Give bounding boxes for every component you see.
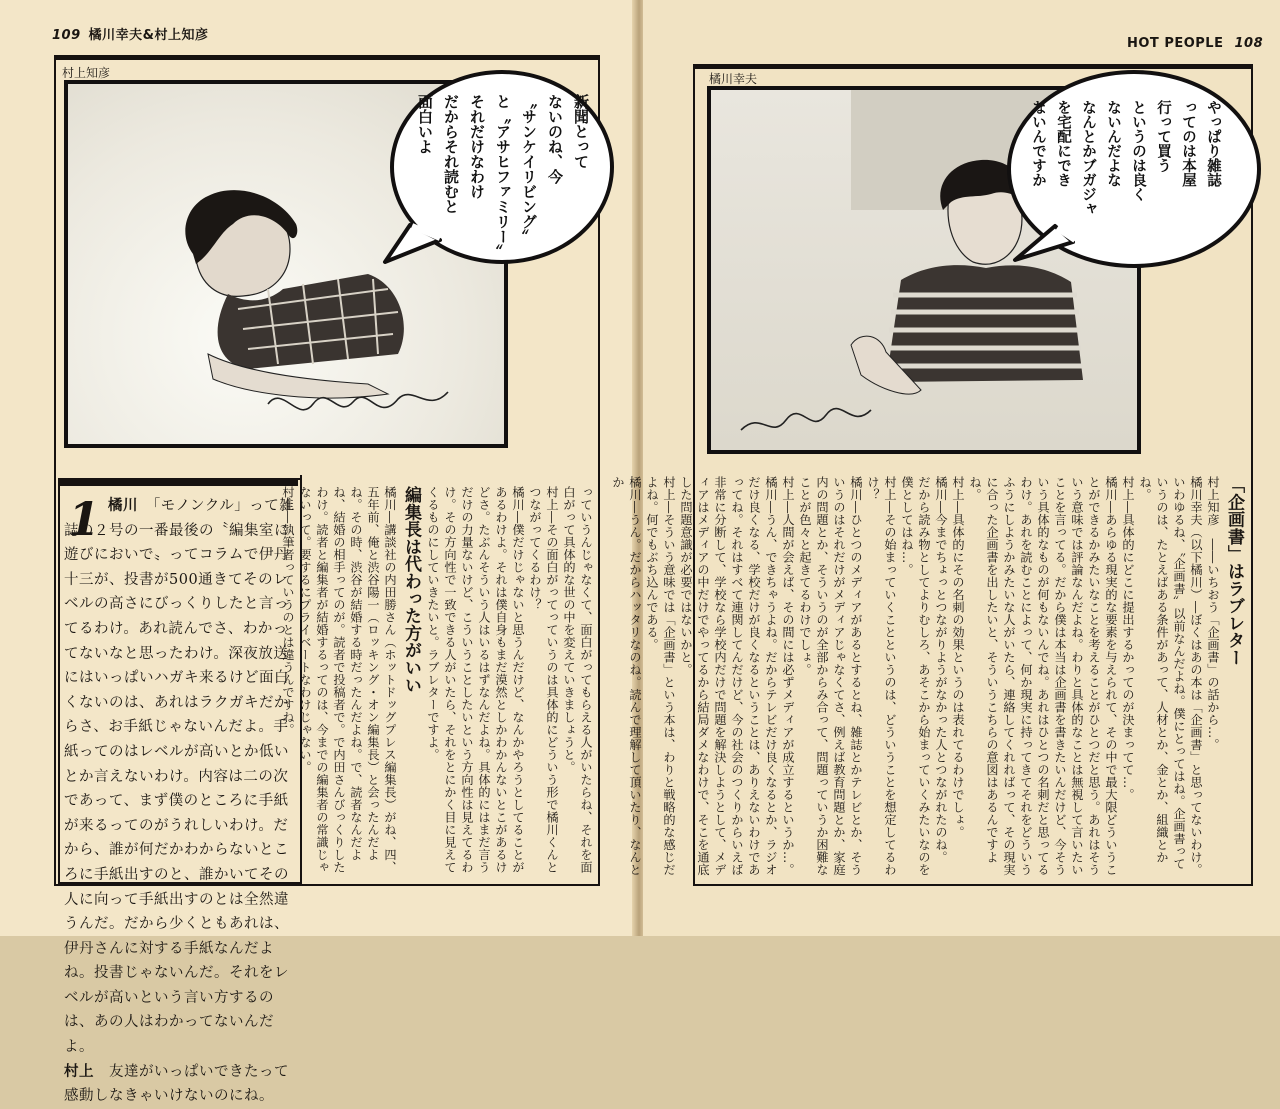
bottom-frame-line — [693, 884, 1253, 886]
photo-caption: 橘川幸夫 — [709, 72, 758, 86]
vertical-paragraph: 橘川―あらゆる現実的な要素を与えられて、その中で最大限どういうことができるかみたいなことを考えることがひとつだと思う。あれはそういう意味では評論なんだよね。わりと具体的なことは無視して言いたいことを言ってる。だから僕は本当は企画書を書きたいんだけど、今そういう具体的なものが何もないんでね。あれはひとつの名刺だと思ってるわけ。あれを読むことによって、何か現実に持ってきてそれをどういうふうにしようかみたいな人がいたら、連絡してくれればって、その現実に合った企画書を出したいと、そういうこちらの意図はあるんですよね。 — [968, 476, 1118, 876]
photo-caption: 村上知彦 — [62, 66, 111, 80]
vertical-paragraph: 村上―その始まっていくことというのは、どういうことを想定してるわけ？ — [866, 476, 897, 876]
horizontal-text — [64, 494, 296, 1105]
speech-bubble-text: 新聞とって ないのね、今 〝サンケイリビング〟 と〝アサヒファミリー〟 それだけなわけ だからそれ読むと 面白いよ — [416, 94, 590, 259]
section-title: 「企画書」はラブレター — [1224, 476, 1244, 667]
box-rule — [58, 478, 298, 486]
vertical-paragraph: 橘川―うん、できちゃうよね。だからテレビだけ良くなるとか、ラジオだけ良くなる、学校だけが良くなるということは、ありえないわけであってね。それはすべて連関してんだけど、今の社会のつくりからいえば非常に分断して、学校なら学校内だけで問題を解決しようとして、メディアはメディアの中だけでやってるから結局ダメなわけで、そこを通底した問題意識が必要ではないかと。 — [679, 476, 778, 876]
vertical-paragraph: 橘川―うん。だからハッタリなのね。読んで理解して頂いたり、なんとか — [611, 476, 642, 876]
top-rule — [693, 64, 1253, 69]
left-frame-line — [54, 55, 56, 885]
vertical-paragraph: 村上―人間が会えば、その間には必ずメディアが成立するというか…。 — [781, 476, 795, 876]
right-folio — [1127, 36, 1271, 51]
right-folio-title: HOT PEOPLE — [1127, 36, 1224, 51]
left-page-number: 109 — [52, 28, 81, 43]
vertical-paragraph: 村上―具体的にその名刺の効果というのは表れてるわけでしょ。 — [951, 476, 965, 839]
vertical-paragraph: 橘川―僕だけじゃないと思うんだけど、なんかやろうとしてることがあるわけよ。それは僕自身もまだ漠然としかわかんないとこがあるけどさ。たぶんそういう人はいるはずなんだよね。具体的にはまだ言うだけの力量ないけど、こういうことしたいという方向性は見えてるわけ。その方向性で一致できる人がいたら、それをとにかく目に見えてくるものにしていきたいと。ラブレターですよ。 — [426, 486, 525, 874]
left-page — [0, 0, 636, 1105]
vertical-paragraph: だから読み物としてよりむしろ、あそこから始まっていくみたいなのを僕としてはね…。 — [900, 476, 931, 876]
section-number: 1 — [68, 492, 101, 546]
left-folio-title: 橘川幸夫&村上知彦 — [88, 28, 209, 43]
top-rule — [54, 55, 600, 60]
speech-bubble-text: やっぱり雑誌 ってのは本屋 行って買う というのは良く ないんだよな なんとかブガジャ を宅配にでき ないんですか — [1030, 100, 1221, 216]
right-page-number: 108 — [1234, 36, 1264, 51]
vertical-paragraph: っていうんじゃなくて、面白がってもらえる人がいたらね、それを面白がって具体的な世の中を変えていきましょうと。 — [562, 486, 593, 874]
vertical-paragraph: 橘川幸夫（以下橘川）―ぼくはあの本は「企画書」と思ってないわけ。いわゆるね、〝企画書〟以前なんだよね。僕にとってはね。企画書っていうのは、たとえばある条件があって、人材とか、金とか、組織とかね。 — [1138, 476, 1203, 876]
right-vertical-text — [611, 476, 1247, 880]
horizontal-paragraph-2: 村上 友達がいっぱいできたって感動しなきゃいけないのにね。 — [64, 1062, 289, 1105]
vertical-paragraph: 橘川―講談社の内田勝さん（ホットドッグプレス編集長）がね、四、五年前、俺と渋谷陽一（ロッキング・オン編集長）と会ったんだよね。その時、渋谷が結婚する時だったんだよね。で、読者なんだよね、結婚の相手ってのが。読者で投稿者で。で内田さんびっくりしたわけ。読者と編集者が結婚するってのは、今までの編集者の常識じゃないって。要するにプライベートなわけじゃない。 — [298, 486, 397, 874]
vertical-paragraph: 村上―執筆者っていうのとは違うんですね。 — [281, 486, 295, 736]
horizontal-paragraph-1: 橘川 「モノンクル」って雑誌の２号の一番最後の〝編集室に遊びにおいで〟ってコラムで伊丹十三が、投書が500通きてそのレベルの高さにびっくりしたと言ってるわけ。あれ読んでさ、わかってないなと思ったわけ。深夜放送にはいっぱいハガキ来るけど面白くないのは、あれはラクガキだからさ、お手紙じゃないんだよ。手紙ってのはレベルが高いとか低いとか言えないわけ。内容は二の次であって、まず僕のところに手紙が来るってのがうれしいわけ。だから、誰が何だかわからないところに手紙出すのと、誰かいてその人に向って手紙出すのとは全然違うんだ。だから少くともあれは、伊丹さんに対する手紙なんだよね。投書じゃないんだ。それをレベルが高いという言い方するのは、あの人はわかってないんだよ。 — [64, 497, 295, 1056]
vertical-paragraph: 村上―具体的にどこに提出するかってのが決まってて…。 — [1121, 476, 1135, 801]
vertical-paragraph: 橘川―今までちょっとつながりようがなかった人とつながれたのね。 — [934, 476, 948, 864]
vertical-paragraph: 村上―その面白がってっていうのは具体的にどういう形で橘川くんとつながってくるわけ？ — [528, 486, 559, 874]
subheading: 編集長は代わった方がいい — [401, 486, 421, 694]
right-page — [611, 0, 1280, 936]
left-vertical-text — [281, 486, 594, 878]
left-folio — [52, 24, 208, 43]
vertical-paragraph: 村上知彦 ――いちおう「企画書」の話から…。 — [1206, 476, 1220, 751]
vertical-paragraph: 村上―そういう意味では「企画書」という本は、わりと戦略的な感じだよね。何でもぶち込んである。 — [645, 476, 676, 876]
vertical-paragraph: 橘川―ひとつのメディアがあるとするとね、雑誌とかテレビとか、そういうのはそれだけがメディアじゃなくてさ、例えば教育問題とか、家庭内の問題とか、そういうのが全部からみ合って、問題っていうか困難なことが色々と起きてるわけでしょ。 — [798, 476, 863, 876]
